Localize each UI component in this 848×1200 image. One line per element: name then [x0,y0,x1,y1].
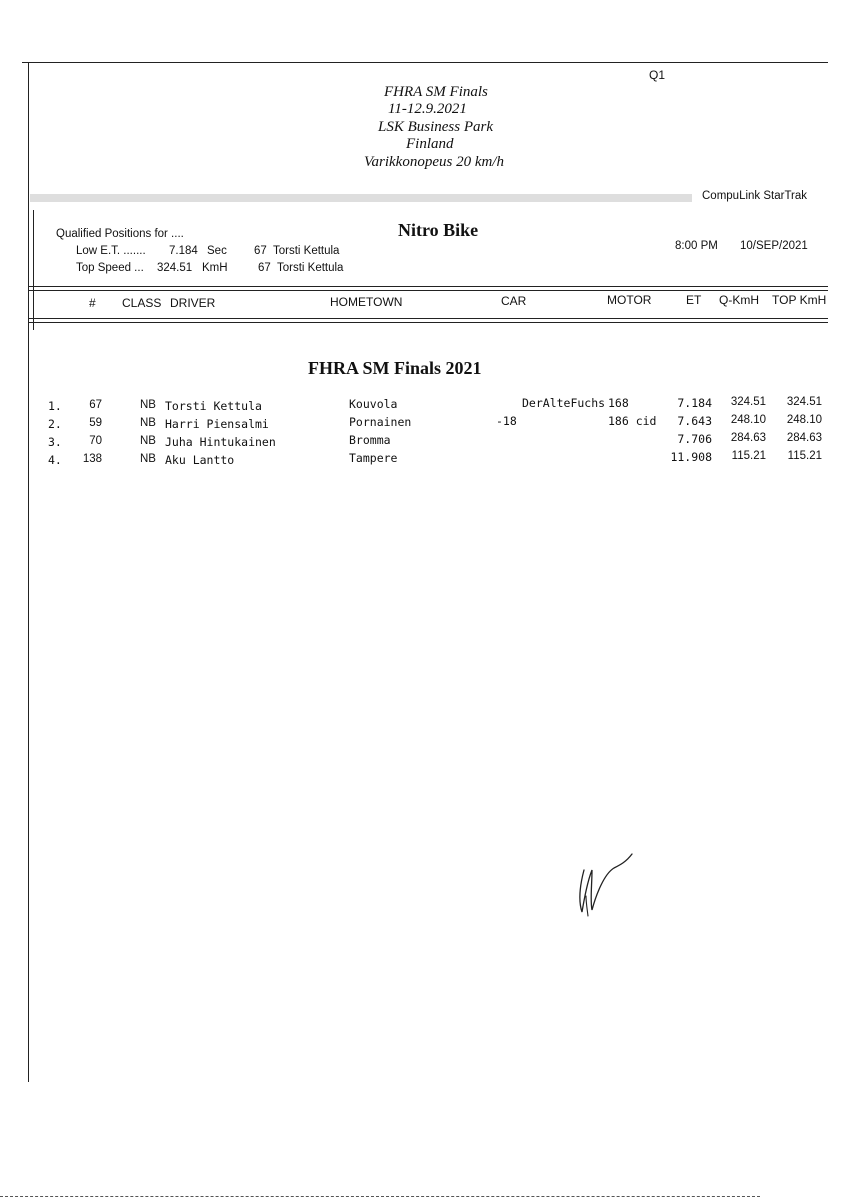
event-pit-speed: Varikkonopeus 20 km/h [364,154,504,170]
row-position: 3. [48,435,62,449]
top-speed-unit: KmH [202,262,228,274]
row-driver: Juha Hintukainen [165,435,276,449]
col-qkmh: Q-KmH [719,293,759,307]
col-class: CLASS [122,296,162,310]
row-qkmh: 115.21 [731,450,766,462]
row-driver: Torsti Kettula [165,399,262,413]
row-class: NB [140,417,156,429]
left-border [28,62,29,1082]
top-speed-driver: 67 Torsti Kettula [258,262,344,274]
top-speed-label: Top Speed ... [76,262,144,274]
header-rule-bottom-1 [28,318,828,319]
section-title: FHRA SM Finals 2021 [308,358,482,378]
bottom-border [0,1196,760,1197]
row-motor: 186 cid [608,414,657,428]
row-position: 2. [48,417,62,431]
row-number: 67 [89,399,102,411]
row-et: 7.643 [677,414,712,428]
low-et-value: 7.184 [169,245,198,257]
report-date: 10/SEP/2021 [740,240,808,252]
top-speed-value: 324.51 [157,262,193,274]
row-hometown: Tampere [349,451,398,465]
row-number: 70 [89,435,102,447]
event-venue: LSK Business Park [378,119,494,135]
row-class: NB [140,453,156,465]
row-et: 7.706 [677,432,712,446]
event-country: Finland [406,136,454,152]
left-border-inner [33,210,34,330]
low-et-driver: 67 Torsti Kettula [254,245,340,257]
col-topkmh: TOP KmH [772,293,827,307]
low-et-label: Low E.T. ....... [76,245,146,257]
signature [570,840,650,930]
row-number: 138 [82,453,102,465]
header-rule-bottom-2 [28,322,828,323]
page-code: Q1 [649,68,666,82]
row-position: 4. [48,453,62,467]
row-et: 7.184 [677,396,712,410]
col-driver: DRIVER [170,296,216,310]
header-rule-top-2 [28,290,828,291]
row-topkmh: 324.51 [786,396,822,408]
top-border [22,62,828,63]
event-dates: 11-12.9.2021 [388,101,467,117]
event-name: FHRA SM Finals [384,84,488,100]
col-motor: MOTOR [607,293,652,307]
report-time: 8:00 PM [675,240,718,252]
row-hometown: Kouvola [349,397,398,411]
row-class: NB [140,399,156,411]
row-topkmh: 284.63 [786,432,822,444]
header-rule-top-1 [28,286,828,287]
row-number: 59 [89,417,102,429]
vendor-label: CompuLink StarTrak [702,190,808,202]
row-position: 1. [48,399,62,413]
col-et: ET [686,293,702,307]
qualified-heading: Qualified Positions for .... [56,228,184,240]
low-et-unit: Sec [207,245,227,257]
col-car: CAR [501,294,527,308]
row-hometown: Bromma [349,433,391,447]
col-num: # [89,296,96,310]
row-qkmh: 248.10 [730,414,766,426]
row-car: -18 [496,414,517,428]
col-hometown: HOMETOWN [330,295,403,309]
row-qkmh: 284.63 [730,432,766,444]
row-car: DerAlteFuchs [522,396,606,410]
class-title: Nitro Bike [398,220,479,240]
row-motor: 168 [608,396,629,410]
dotted-band [30,194,692,202]
row-qkmh: 324.51 [730,396,766,408]
row-class: NB [140,435,156,447]
row-et: 11.908 [670,450,712,464]
row-hometown: Pornainen [349,415,412,429]
row-topkmh: 248.10 [786,414,822,426]
row-driver: Aku Lantto [165,453,235,467]
row-topkmh: 115.21 [787,450,822,462]
row-driver: Harri Piensalmi [165,417,269,431]
